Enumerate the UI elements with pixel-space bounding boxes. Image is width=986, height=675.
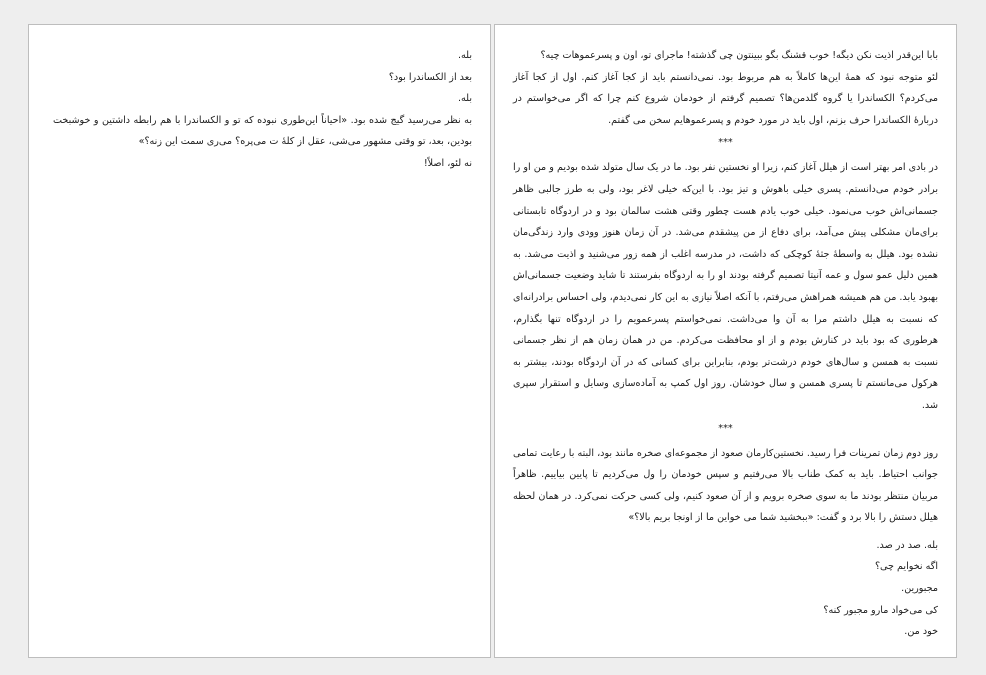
dialogue-line: اگه نخوایم چی؟ (874, 561, 938, 573)
section-separator: *** (718, 422, 733, 434)
left-page (28, 24, 491, 658)
dialogue-line: بله. صد در صد. (876, 539, 938, 551)
left-page-text (29, 25, 490, 185)
dialogue-line: کی می‌خواد مارو مجبور کنه؟ (823, 604, 938, 616)
paragraph: نه لئو، اصلاً! (423, 157, 472, 169)
dialogue-line: خود من. (904, 626, 938, 638)
right-page (494, 24, 957, 658)
paragraph: روز دوم زمان تمرینات فرا رسید. نخستین‌کارمان صعود از مجموعه‌ای صخره مانند بود، البته با رعایت تمامی جوانب احتیاط. باید به کمک طناب بالا می‌رفتیم و سپس خودمان را ول می‌کردیم تا پایین بیاییم. ظاهراً مربیان منتظر بودند ما به سوی صخره برویم و از آن صعود کنیم، ولی کسی حرکت نمی‌کرد. در همان لحظه هیلل دستش را بالا برد و گفت: «ببخشید شما می خواین ما از اونجا بریم بالا؟» (513, 447, 938, 524)
paragraph: لئو متوجه نبود که همهٔ این‌ها کاملاً به هم مربوط بود. نمی‌دانستم باید از کجا آغاز کنم. اول از کجا آغاز می‌کردم؟ الکساندرا یا گروه گلدمن‌ها؟ تصمیم گرفتم از خودمان شروع کنم چرا که اگر می‌خواستم در دربارهٔ الکساندرا حرف بزنم، اول باید در مورد خودم و پسرعموهایم سخن می گفتم. (513, 71, 938, 126)
paragraph: بعد از الکساندرا بود؟ (388, 71, 472, 83)
section-separator: *** (718, 137, 733, 149)
right-page-text (495, 25, 956, 653)
paragraph: به نظر می‌رسید گیج شده بود. «احیاناً این‌طوری نبوده که تو و الکساندرا با هم رابطه داشتین و خوشبخت بودین، بعد، تو وقتی مشهور می‌شی، عقل از کلهٔ ت می‌پره؟ می‌ری سمت این زنه؟» (53, 114, 472, 148)
paragraph: در بادی امر بهتر است از هیلل آغاز کنم، زیرا او نخستین نفر بود. ما در یک سال متولد شده بودیم و من او را برادر خودم می‌دانستم. پسری خیلی باهوش و تیز بود. با این‌که خیلی لاغر بود، ولی به طرز جالبی ظاهر جسمانی‌اش خوب می‌نمود. خیلی خوب یادم هست چطور وقتی هشت سالمان بود و در اردوگاه تابستانی برای‌مان مشکلی پیش می‌آمد، برای دفاع از من پیشقدم می‌شد. در آن زمان هنوز وودی وارد زندگی‌مان نشده بود. هیلل به واسطهٔ جثهٔ کوچکی که داشت، در مدرسه اغلب از همه زور می‌شنید و اذیت می‌شد. به همین دلیل عمو سول و عمه آنیتا تصمیم گرفته بودند او را به اردوگاه بفرستند تا شاید وضعیت جسمانی‌اش بهبود یابد. من هم همیشه همراهش می‌رفتم، با آنکه اصلاً نیازی به این کار نمی‌دیدم، ولی احساس برادرانه‌ای که نسبت به هیلل داشتم مرا به آن وا می‌داشت. نمی‌خواستم پسرعمویم را در اردوگاه تنها بگذارم، هرطوری که بود باید در کنارش بودم و از او محافظت می‌کردم. من در همان زمان هم از نظر جسمانی نسبت به همسن و سال‌های خودم درشت‌تر بودم، بنابراین برای کسانی که در آن اردوگاه بودند، بیشتر به هرکول می‌مانستم تا پسری همسن و سال خودشان. روز اول کمپ به آماده‌سازی وسایل و استقرار سپری شد. (513, 162, 938, 411)
dialogue-line: مجبورین. (901, 583, 938, 595)
paragraph: بابا این‌قدر اذیت نکن دیگه! خوب قشنگ بگو ببینتون چی گذشته! ماجرای تو، اون و پسرعموهات چیه؟ (540, 50, 938, 61)
paragraph: بله. (457, 50, 472, 61)
paragraph: بله. (457, 93, 472, 105)
